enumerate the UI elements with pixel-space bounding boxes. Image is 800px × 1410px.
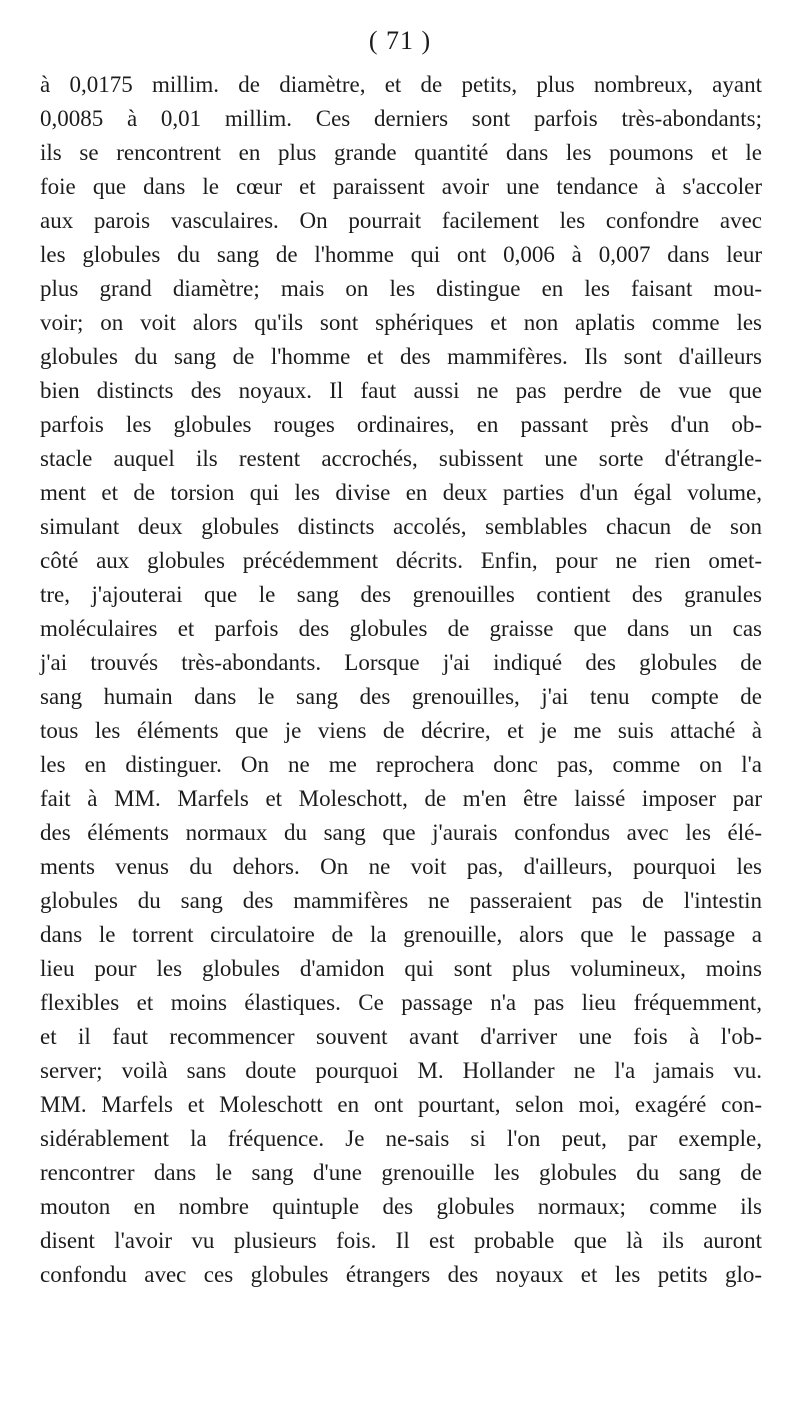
text-line: 0,0085 à 0,01 millim. Ces derniers sont parfois très-abondants;: [40, 106, 762, 131]
text-line: ments venus du dehors. On ne voit pas, d'ailleurs, pourquoi les: [40, 854, 762, 879]
body-text: [40, 68, 762, 1292]
text-line: server; voilà sans doute pourquoi M. Hollander ne l'a jamais vu.: [40, 1058, 762, 1083]
text-line: disent l'avoir vu plusieurs fois. Il est probable que là ils auront: [40, 1228, 762, 1253]
text-line: confondu avec ces globules étrangers des noyaux et les petits glo-: [40, 1262, 762, 1287]
text-line: ils se rencontrent en plus grande quantité dans les poumons et le: [40, 140, 762, 165]
text-line: globules du sang de l'homme et des mammifères. Ils sont d'ailleurs: [40, 344, 762, 369]
text-line: aux parois vasculaires. On pourrait facilement les confondre avec: [40, 208, 762, 233]
text-line: j'ai trouvés très-abondants. Lorsque j'ai indiqué des globules de: [40, 650, 762, 675]
text-line: à 0,0175 millim. de diamètre, et de petits, plus nombreux, ayant: [40, 72, 762, 97]
text-line: plus grand diamètre; mais on les distingue en les faisant mou-: [40, 276, 762, 301]
text-line: lieu pour les globules d'amidon qui sont plus volumineux, moins: [40, 956, 762, 981]
text-line: les globules du sang de l'homme qui ont 0,006 à 0,007 dans leur: [40, 242, 762, 267]
text-line: mouton en nombre quintuple des globules normaux; comme ils: [40, 1194, 762, 1219]
text-line: parfois les globules rouges ordinaires, en passant près d'un ob-: [40, 412, 762, 437]
text-line: foie que dans le cœur et paraissent avoir une tendance à s'accoler: [40, 174, 762, 199]
text-line: stacle auquel ils restent accrochés, subissent une sorte d'étrangle-: [40, 446, 762, 471]
text-line: globules du sang des mammifères ne passeraient pas de l'intestin: [40, 888, 762, 913]
text-line: rencontrer dans le sang d'une grenouille les globules du sang de: [40, 1160, 762, 1185]
text-line: moléculaires et parfois des globules de graisse que dans un cas: [40, 616, 762, 641]
text-line: simulant deux globules distincts accolés, semblables chacun de son: [40, 514, 762, 539]
text-line: MM. Marfels et Moleschott en ont pourtant, selon moi, exagéré con-: [40, 1092, 762, 1117]
text-line: dans le torrent circulatoire de la grenouille, alors que le passage a: [40, 922, 762, 947]
text-line: et il faut recommencer souvent avant d'arriver une fois à l'ob-: [40, 1024, 762, 1049]
text-line: côté aux globules précédemment décrits. Enfin, pour ne rien omet-: [40, 548, 762, 573]
text-line: voir; on voit alors qu'ils sont sphériques et non aplatis comme les: [40, 310, 762, 335]
text-line: ment et de torsion qui les divise en deux parties d'un égal volume,: [40, 480, 762, 505]
text-line: tre, j'ajouterai que le sang des grenouilles contient des granules: [40, 582, 762, 607]
text-line: les en distinguer. On ne me reprochera donc pas, comme on l'a: [40, 752, 762, 777]
text-line: fait à MM. Marfels et Moleschott, de m'en être laissé imposer par: [40, 786, 762, 811]
text-line: flexibles et moins élastiques. Ce passage n'a pas lieu fréquemment,: [40, 990, 762, 1015]
text-line: des éléments normaux du sang que j'aurais confondus avec les élé-: [40, 820, 762, 845]
text-line: bien distincts des noyaux. Il faut aussi ne pas perdre de vue que: [40, 378, 762, 403]
page-number: ( 71 ): [368, 26, 432, 55]
text-line: sidérablement la fréquence. Je ne-sais si l'on peut, par exemple,: [40, 1126, 762, 1151]
text-line: sang humain dans le sang des grenouilles, j'ai tenu compte de: [40, 684, 762, 709]
text-line: tous les éléments que je viens de décrire, et je me suis attaché à: [40, 718, 762, 743]
